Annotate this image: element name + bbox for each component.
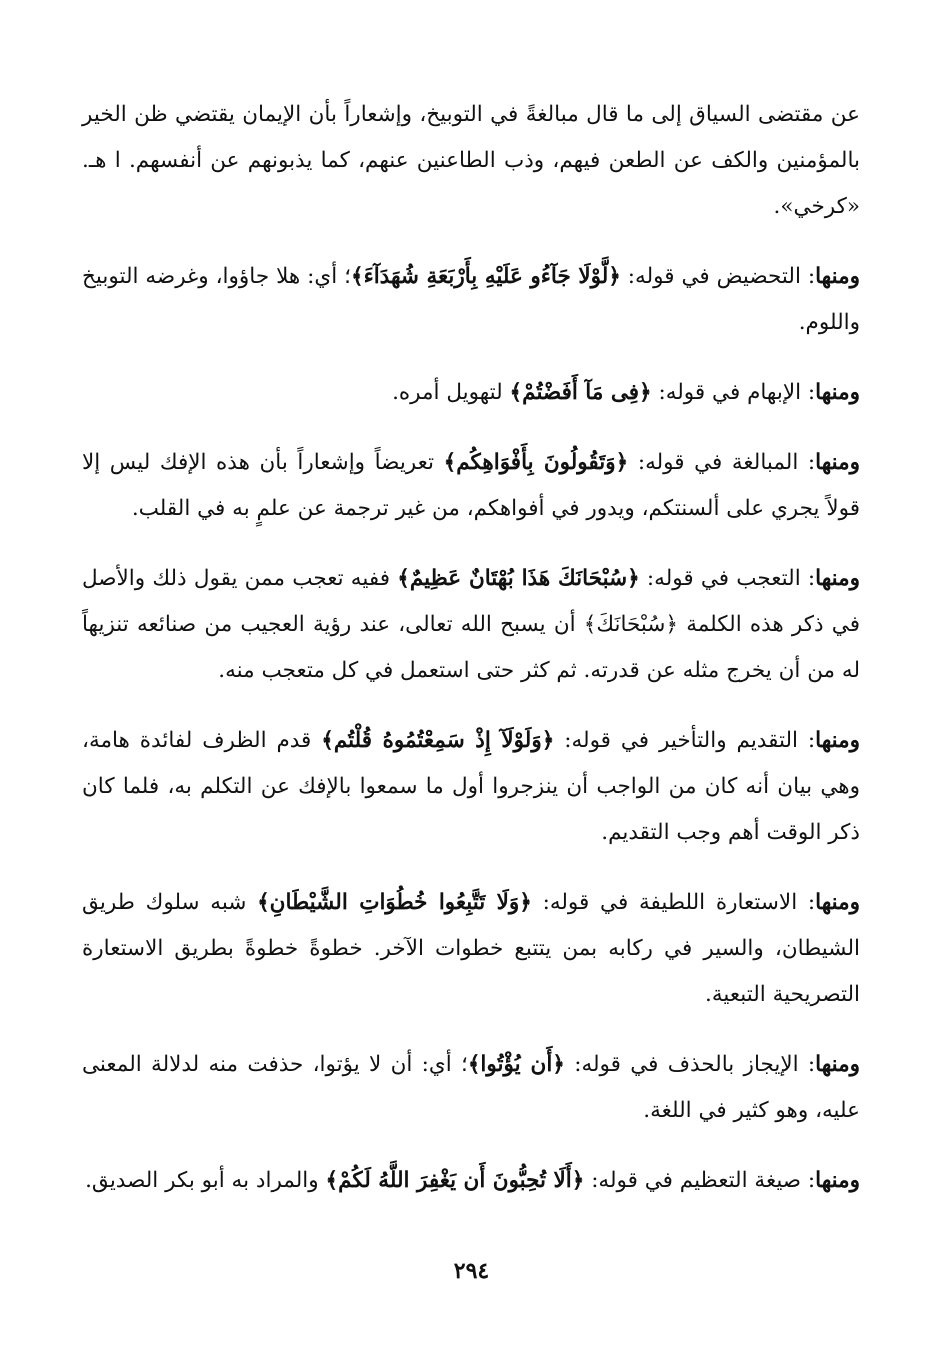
paragraph-ambiguity: [82, 370, 860, 416]
paragraph-lead: : الإبهام في قوله:: [651, 380, 816, 405]
paragraph-incitement: [82, 254, 860, 346]
paragraph-lead: : صيغة التعظيم في قوله:: [584, 1168, 816, 1193]
quran-quote: ﴿فِى مَآ أَفَضْتُمْ﴾: [509, 380, 652, 405]
paragraph-label: ومنها: [815, 1052, 860, 1077]
paragraph-label: ومنها: [815, 728, 860, 753]
paragraph-lead: : التقديم والتأخير في قوله:: [554, 728, 816, 753]
paragraph-text: ؛ أي: هلا جاؤوا، وغرضه التوبيخ واللوم.: [82, 264, 860, 335]
paragraph-label: ومنها: [815, 264, 860, 289]
paragraph-label: ومنها: [815, 450, 860, 475]
paragraph-continuation: [82, 92, 860, 230]
quran-quote: ﴿وَتَقُولُونَ بِأَفْوَاهِكُم﴾: [443, 450, 629, 475]
paragraph-fronting: [82, 718, 860, 856]
quran-quote: ﴿سُبْحَانَكَ هَذَا بُهْتَانٌ عَظِيمٌ﴾: [397, 566, 640, 591]
quran-quote: ﴿أَن يُؤْتُوا﴾: [467, 1052, 565, 1077]
paragraph-lead: : التحضيض في قوله:: [620, 264, 816, 289]
paragraph-text: عن مقتضى السياق إلى ما قال مبالغةً في التوبيخ، وإشعاراً بأن الإيمان يقتضي ظن الخير بالمؤمنين والكف عن الطعن فيهم، وذب الطاعنين عنهم، كما يذبونهم عن أنفسهم. ا هـ. «كرخي».: [82, 102, 860, 219]
body-text: [82, 92, 860, 1228]
paragraph-text: لتهويل أمره.: [392, 380, 510, 405]
paragraph-exaggeration: [82, 440, 860, 532]
quran-quote: ﴿أَلَا تُحِبُّونَ أَن يَغْفِرَ اللَّهُ لَكُمْ﴾: [325, 1168, 585, 1193]
paragraph-text: والمراد به أبو بكر الصديق.: [85, 1168, 326, 1193]
paragraph-text: تعريضاً وإشعاراً بأن هذه الإفك ليس إلا قولاً يجري على ألسنتكم، ويدور في أفواهكم، من غير ترجمة عن علمٍ به في القلب.: [82, 450, 860, 521]
paragraph-text: قدم الظرف لفائدة هامة، وهي بيان أنه كان من الواجب أن ينزجروا أول ما سمعوا بالإفك عن التكلم به، فلما كان ذكر الوقت أهم وجب التقديم.: [82, 728, 860, 845]
paragraph-label: ومنها: [815, 1168, 860, 1193]
paragraph-label: ومنها: [815, 380, 860, 405]
paragraph-text: ففيه تعجب ممن يقول ذلك والأصل في ذكر هذه الكلمة ﴿سُبْحَانَكَ﴾ أن يسبح الله تعالى، عند رؤية العجيب من صنائعه تنزيهاً له من أن يخرج مثله عن قدرته. ثم كثر حتى استعمل في كل متعجب منه.: [82, 566, 860, 683]
paragraph-metaphor: [82, 880, 860, 1018]
page-number: ٢٩٤: [453, 1258, 490, 1284]
paragraph-lead: : المبالغة في قوله:: [628, 450, 816, 475]
paragraph-lead: : الإيجاز بالحذف في قوله:: [564, 1052, 816, 1077]
paragraph-lead: : الاستعارة اللطيفة في قوله:: [531, 890, 816, 915]
quran-quote: ﴿وَلَوْلَآ إِذْ سَمِعْتُمُوهُ قُلْتُم﴾: [321, 728, 555, 753]
paragraph-label: ومنها: [815, 566, 860, 591]
quran-quote: ﴿وَلَا تَتَّبِعُوا خُطُوَاتِ الشَّيْطَانِ﴾: [257, 890, 532, 915]
paragraph-ellipsis: [82, 1042, 860, 1134]
paragraph-lead: : التعجب في قوله:: [639, 566, 816, 591]
paragraph-honorific: [82, 1158, 860, 1204]
paragraph-text: شبه سلوك طريق الشيطان، والسير في ركابه بمن يتتبع خطوات الآخر. خطوةً خطوةً بطريق الاستعارة التصريحية التبعية.: [82, 890, 860, 1007]
paragraph-label: ومنها: [815, 890, 860, 915]
paragraph-text: ؛ أي: أن لا يؤتوا، حذفت منه لدلالة المعنى عليه، وهو كثير في اللغة.: [82, 1052, 860, 1123]
paragraph-astonishment: [82, 556, 860, 694]
quran-quote: ﴿لَّوْلَا جَآءُو عَلَيْهِ بِأَرْبَعَةِ شُهَدَآءَ﴾: [351, 264, 621, 289]
